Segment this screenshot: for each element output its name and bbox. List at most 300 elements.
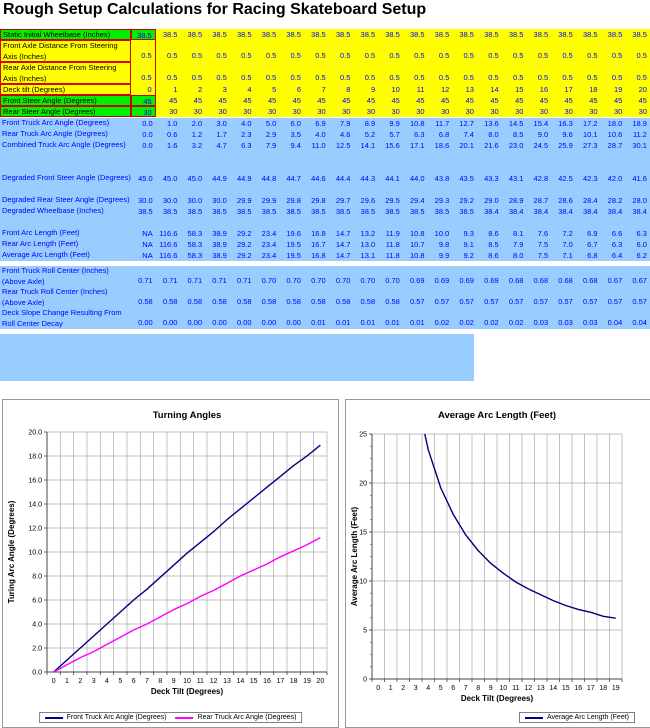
row-label-cell[interactable]: Front Truck Arc Angle (Degrees)	[2, 118, 110, 127]
value-cell[interactable]: 45	[342, 96, 351, 105]
value-cell[interactable]: 0.5	[463, 51, 474, 60]
value-cell[interactable]: 9.0	[537, 130, 549, 139]
value-cell[interactable]: 0.6	[166, 130, 178, 139]
value-cell[interactable]: 38.4	[632, 207, 647, 216]
value-cell[interactable]: 24.5	[533, 141, 549, 150]
value-cell[interactable]: 0	[131, 84, 156, 95]
value-cell[interactable]: 0.0	[142, 141, 153, 150]
value-cell[interactable]: 30	[416, 107, 425, 116]
value-cell[interactable]: 42.0	[607, 174, 623, 183]
value-cell[interactable]: 45.0	[138, 174, 153, 183]
empty-highlighted-cells[interactable]	[0, 334, 474, 381]
value-cell[interactable]: 8.9	[364, 119, 376, 128]
value-cell[interactable]: 2	[197, 85, 203, 94]
value-cell[interactable]: 0.58	[138, 297, 153, 306]
value-cell[interactable]: 30.0	[212, 196, 227, 205]
value-cell[interactable]: 0.5	[587, 51, 598, 60]
value-cell[interactable]: 10.6	[607, 130, 623, 139]
value-cell[interactable]: 29.7	[335, 196, 351, 205]
value-cell[interactable]: 11.2	[632, 130, 647, 139]
value-cell[interactable]: 1.0	[166, 119, 178, 128]
value-cell[interactable]: 0.00	[261, 318, 277, 327]
value-cell[interactable]: 0.00	[187, 318, 203, 327]
value-cell[interactable]: 14.7	[335, 251, 351, 260]
value-cell[interactable]: 0.5	[339, 51, 351, 60]
value-cell[interactable]: 0.02	[434, 318, 450, 327]
value-cell[interactable]: 6.6	[611, 229, 623, 238]
value-cell[interactable]: 0.5	[414, 51, 425, 60]
value-cell[interactable]: 11	[416, 85, 425, 94]
value-cell[interactable]: 38.5	[138, 207, 153, 216]
value-cell[interactable]: 30	[131, 106, 156, 117]
value-cell[interactable]: 116.6	[159, 251, 178, 260]
value-cell[interactable]: 0.58	[311, 297, 326, 306]
value-cell[interactable]: 23.4	[261, 251, 277, 260]
value-cell[interactable]: 38.5	[212, 30, 227, 39]
value-cell[interactable]: 0.57	[582, 297, 598, 306]
value-cell[interactable]: 43.1	[508, 174, 524, 183]
value-cell[interactable]: 0.71	[236, 276, 252, 285]
value-cell[interactable]: 0.68	[582, 276, 598, 285]
value-cell[interactable]: 0.70	[261, 276, 277, 285]
value-cell[interactable]: 0.67	[632, 276, 647, 285]
value-cell[interactable]: 30	[515, 107, 524, 116]
value-cell[interactable]: 30	[193, 107, 203, 116]
value-cell[interactable]: 38.5	[187, 207, 203, 216]
value-cell[interactable]: 44.4	[335, 174, 351, 183]
value-cell[interactable]: 2.9	[265, 130, 277, 139]
value-cell[interactable]: 7.9	[339, 119, 351, 128]
value-cell[interactable]: 30	[292, 107, 301, 116]
value-cell[interactable]: 14	[490, 85, 499, 94]
value-cell[interactable]: 30	[490, 107, 499, 116]
value-cell[interactable]: 42.8	[533, 174, 549, 183]
value-cell[interactable]: 30	[564, 107, 573, 116]
value-cell[interactable]: 38.5	[131, 29, 156, 40]
value-cell[interactable]: 30	[218, 107, 227, 116]
value-cell[interactable]: 45	[564, 96, 573, 105]
value-cell[interactable]: 28.4	[582, 196, 598, 205]
row-label-cell[interactable]: Deck tilt (Degrees)	[0, 84, 131, 95]
value-cell[interactable]: 0.5	[512, 51, 524, 60]
value-cell[interactable]: 29.5	[385, 196, 400, 205]
value-cell[interactable]: 0.57	[508, 297, 524, 306]
value-cell[interactable]: 45	[638, 96, 647, 105]
value-cell[interactable]: 30.0	[162, 196, 178, 205]
value-cell[interactable]: 0.5	[265, 73, 277, 82]
value-cell[interactable]: 0.57	[459, 297, 474, 306]
value-cell[interactable]: 0.5	[389, 73, 400, 82]
value-cell[interactable]: 0.02	[484, 318, 499, 327]
value-cell[interactable]: 10.0	[434, 229, 450, 238]
value-cell[interactable]: 0.68	[508, 276, 524, 285]
value-cell[interactable]: 38.5	[261, 207, 277, 216]
value-cell[interactable]: 8.6	[488, 229, 499, 238]
value-cell[interactable]: 13.0	[360, 240, 376, 249]
value-cell[interactable]: 29.3	[434, 196, 450, 205]
value-cell[interactable]: 38.5	[409, 207, 425, 216]
value-cell[interactable]: 38.5	[335, 207, 351, 216]
value-cell[interactable]: 45	[169, 96, 178, 105]
value-cell[interactable]: 38.5	[286, 207, 301, 216]
value-cell[interactable]: 44.0	[409, 174, 425, 183]
value-cell[interactable]: 13.6	[484, 119, 499, 128]
value-cell[interactable]: 9.9	[438, 251, 450, 260]
value-cell[interactable]: 38.4	[508, 207, 524, 216]
value-cell[interactable]: 45	[366, 96, 376, 105]
value-cell[interactable]: 10.8	[409, 251, 425, 260]
value-cell[interactable]: 0.57	[558, 297, 573, 306]
value-cell[interactable]: 6.2	[636, 251, 647, 260]
value-cell[interactable]: 23.0	[508, 141, 524, 150]
value-cell[interactable]: 44.1	[385, 174, 400, 183]
value-cell[interactable]: 0.01	[335, 318, 351, 327]
value-cell[interactable]: 0.5	[290, 51, 301, 60]
value-cell[interactable]: 0.69	[409, 276, 425, 285]
value-cell[interactable]: 30	[366, 107, 376, 116]
value-cell[interactable]: 38.5	[459, 207, 474, 216]
value-cell[interactable]: 1.2	[191, 130, 203, 139]
value-cell[interactable]: 7	[321, 85, 326, 94]
value-cell[interactable]: 38.5	[311, 30, 326, 39]
value-cell[interactable]: 28.9	[508, 196, 524, 205]
average-arc-length-chart[interactable]	[345, 399, 650, 728]
value-cell[interactable]: 0.58	[187, 297, 203, 306]
value-cell[interactable]: 3.2	[191, 141, 203, 150]
value-cell[interactable]: 0.5	[339, 73, 351, 82]
value-cell[interactable]: 8.6	[488, 251, 499, 260]
value-cell[interactable]: 38.5	[409, 30, 425, 39]
value-cell[interactable]: 0.70	[360, 276, 376, 285]
value-cell[interactable]: 38.5	[385, 207, 400, 216]
value-cell[interactable]: 5.2	[364, 130, 376, 139]
value-cell[interactable]: 45.0	[162, 174, 178, 183]
value-cell[interactable]: 30	[342, 107, 351, 116]
value-cell[interactable]: 43.8	[434, 174, 450, 183]
value-cell[interactable]: 21.6	[484, 141, 499, 150]
value-cell[interactable]: 2.3	[241, 130, 252, 139]
value-cell[interactable]: 12.7	[459, 119, 474, 128]
value-cell[interactable]: 4.0	[241, 119, 252, 128]
value-cell[interactable]: 58.3	[187, 240, 203, 249]
value-cell[interactable]: 0.03	[558, 318, 573, 327]
value-cell[interactable]: 17.1	[409, 141, 425, 150]
value-cell[interactable]: 38.4	[607, 207, 623, 216]
value-cell[interactable]: 38.5	[459, 30, 474, 39]
value-cell[interactable]: 0.69	[434, 276, 450, 285]
value-cell[interactable]: 5	[272, 85, 277, 94]
value-cell[interactable]: 0.00	[212, 318, 227, 327]
value-cell[interactable]: 0.5	[414, 73, 425, 82]
value-cell[interactable]: 0.5	[537, 51, 549, 60]
row-label-cell[interactable]: Front Steer Angle (Degrees)	[0, 95, 131, 106]
value-cell[interactable]: 0.71	[187, 276, 203, 285]
value-cell[interactable]: 43.3	[484, 174, 499, 183]
value-cell[interactable]: 116.6	[159, 229, 178, 238]
value-cell[interactable]: 0.58	[286, 297, 301, 306]
value-cell[interactable]: 0.68	[558, 276, 573, 285]
value-cell[interactable]: 0.5	[463, 73, 474, 82]
value-cell[interactable]: 18.0	[607, 119, 623, 128]
value-cell[interactable]: 10	[391, 85, 400, 94]
value-cell[interactable]: 29.8	[311, 196, 326, 205]
value-cell[interactable]: 44.3	[360, 174, 376, 183]
value-cell[interactable]: 45	[218, 96, 227, 105]
value-cell[interactable]: 0.5	[241, 73, 252, 82]
value-cell[interactable]: 30.1	[632, 141, 647, 150]
value-cell[interactable]: 0.5	[364, 51, 376, 60]
value-cell[interactable]: 0.58	[360, 297, 376, 306]
value-cell[interactable]: 0.03	[533, 318, 549, 327]
value-cell[interactable]: 29.2	[236, 229, 252, 238]
value-cell[interactable]: 0.5	[488, 73, 499, 82]
value-cell[interactable]: 6	[296, 85, 301, 94]
row-label-cell[interactable]: Rear Steer Angle (Degrees)	[0, 106, 131, 117]
value-cell[interactable]: 30	[539, 107, 549, 116]
value-cell[interactable]: 38.5	[236, 30, 252, 39]
value-cell[interactable]: 0.01	[385, 318, 400, 327]
value-cell[interactable]: 0.69	[484, 276, 499, 285]
value-cell[interactable]: 0.67	[607, 276, 623, 285]
value-cell[interactable]: 41.6	[632, 174, 647, 183]
value-cell[interactable]: 0.5	[562, 51, 573, 60]
value-cell[interactable]: 30	[243, 107, 252, 116]
value-cell[interactable]: 19.5	[286, 251, 301, 260]
value-cell[interactable]: 6.9	[315, 119, 326, 128]
value-cell[interactable]: 4.6	[339, 130, 351, 139]
value-cell[interactable]: 38.5	[360, 207, 376, 216]
value-cell[interactable]: 0.5	[315, 73, 326, 82]
value-cell[interactable]: 11.8	[385, 240, 400, 249]
value-cell[interactable]: 0.58	[236, 297, 252, 306]
value-cell[interactable]: 44.9	[212, 174, 227, 183]
value-cell[interactable]: 6.7	[587, 240, 598, 249]
value-cell[interactable]: 0.5	[537, 73, 549, 82]
row-label-cell[interactable]: Rear Arc Length (Feet)	[2, 239, 79, 248]
row-label-cell[interactable]: Front Truck Roll Center (Inches) (Above Axle)	[2, 266, 109, 286]
value-cell[interactable]: 0.5	[166, 51, 178, 60]
value-cell[interactable]: 58.3	[187, 229, 203, 238]
value-cell[interactable]: 0.02	[459, 318, 474, 327]
value-cell[interactable]: 2.0	[191, 119, 203, 128]
value-cell[interactable]: 0.57	[409, 297, 425, 306]
value-cell[interactable]: 28.7	[533, 196, 549, 205]
value-cell[interactable]: 0.03	[582, 318, 598, 327]
value-cell[interactable]: 6.0	[290, 119, 301, 128]
value-cell[interactable]: 45	[193, 96, 203, 105]
value-cell[interactable]: 10.8	[409, 229, 425, 238]
value-cell[interactable]: 0.01	[311, 318, 326, 327]
value-cell[interactable]: 0.5	[131, 62, 156, 84]
value-cell[interactable]: 0.70	[335, 276, 351, 285]
value-cell[interactable]: 29.4	[409, 196, 425, 205]
value-cell[interactable]: 0.5	[438, 51, 450, 60]
value-cell[interactable]: 38.4	[484, 207, 499, 216]
value-cell[interactable]: 0.5	[611, 51, 623, 60]
value-cell[interactable]: 16.7	[311, 240, 326, 249]
value-cell[interactable]: 0.5	[216, 73, 227, 82]
value-cell[interactable]: 0.69	[459, 276, 474, 285]
value-cell[interactable]: 38.5	[632, 30, 647, 39]
value-cell[interactable]: 38.5	[533, 30, 549, 39]
row-label-cell[interactable]: Deck Slope Change Resulting From Roll Center Decay	[2, 308, 122, 328]
value-cell[interactable]: 8.5	[488, 240, 499, 249]
value-cell[interactable]: 38.5	[311, 207, 326, 216]
value-cell[interactable]: 44.8	[261, 174, 277, 183]
value-cell[interactable]: 7.6	[537, 229, 549, 238]
value-cell[interactable]: 11.8	[385, 251, 400, 260]
value-cell[interactable]: 7.2	[562, 229, 573, 238]
value-cell[interactable]: 0.00	[236, 318, 252, 327]
value-cell[interactable]: 45	[131, 95, 156, 106]
value-cell[interactable]: 29.9	[261, 196, 277, 205]
value-cell[interactable]: 16	[539, 85, 549, 94]
value-cell[interactable]: 38.5	[162, 30, 178, 39]
value-cell[interactable]: 0.58	[261, 297, 277, 306]
value-cell[interactable]: 38.5	[484, 30, 499, 39]
value-cell[interactable]: 6.9	[587, 229, 598, 238]
value-cell[interactable]: 19	[613, 85, 623, 94]
value-cell[interactable]: 0.5	[438, 73, 450, 82]
value-cell[interactable]: 28.7	[607, 141, 623, 150]
value-cell[interactable]: 30	[317, 107, 326, 116]
value-cell[interactable]: 45	[317, 96, 326, 105]
value-cell[interactable]: 8.0	[512, 251, 524, 260]
value-cell[interactable]: 30.0	[187, 196, 203, 205]
value-cell[interactable]: 4.0	[315, 130, 326, 139]
value-cell[interactable]: 38.5	[582, 30, 598, 39]
value-cell[interactable]: 1	[173, 85, 178, 94]
value-cell[interactable]: 0.5	[315, 51, 326, 60]
value-cell[interactable]: 38.9	[212, 251, 227, 260]
value-cell[interactable]: 29.6	[360, 196, 376, 205]
value-cell[interactable]: 0.5	[611, 73, 623, 82]
value-cell[interactable]: NA	[142, 229, 153, 238]
value-cell[interactable]: 45	[515, 96, 524, 105]
row-label-cell[interactable]: Rear Truck Roll Center (Inches) (Above Axle)	[2, 287, 108, 307]
value-cell[interactable]: 14.1	[360, 141, 376, 150]
value-cell[interactable]: 30	[638, 107, 647, 116]
value-cell[interactable]: 9.3	[463, 229, 474, 238]
value-cell[interactable]: NA	[142, 251, 153, 260]
value-cell[interactable]: 11.9	[385, 229, 400, 238]
value-cell[interactable]: 23.4	[261, 240, 277, 249]
row-label-cell[interactable]: Rear Axle Distance From Steering Axis (Inches)	[0, 62, 131, 84]
value-cell[interactable]: 28.2	[607, 196, 623, 205]
value-cell[interactable]: 42.5	[558, 174, 573, 183]
value-cell[interactable]: 3.5	[290, 130, 301, 139]
value-cell[interactable]: 44.9	[236, 174, 252, 183]
value-cell[interactable]: 0.00	[138, 318, 153, 327]
value-cell[interactable]: 30	[613, 107, 623, 116]
value-cell[interactable]: 12.5	[335, 141, 351, 150]
value-cell[interactable]: 9.4	[290, 141, 301, 150]
value-cell[interactable]: 6.3	[611, 240, 623, 249]
value-cell[interactable]: 7.5	[537, 251, 549, 260]
value-cell[interactable]: 45	[465, 96, 474, 105]
row-label-cell[interactable]: Front Axle Distance From Steering Axis (Inches)	[0, 40, 131, 62]
value-cell[interactable]: 0.5	[562, 73, 573, 82]
value-cell[interactable]: 45	[391, 96, 400, 105]
value-cell[interactable]: 1.6	[166, 141, 178, 150]
value-cell[interactable]: 9.6	[562, 130, 573, 139]
row-label-cell[interactable]: Combined Truck Arc Angle (Degrees)	[2, 140, 126, 149]
value-cell[interactable]: 7.1	[562, 251, 573, 260]
value-cell[interactable]: 38.5	[434, 30, 450, 39]
value-cell[interactable]: 0.5	[241, 51, 252, 60]
value-cell[interactable]: 18.6	[434, 141, 450, 150]
value-cell[interactable]: 27.3	[582, 141, 598, 150]
value-cell[interactable]: 44.6	[311, 174, 326, 183]
value-cell[interactable]: 38.4	[582, 207, 598, 216]
turning-angles-chart[interactable]	[2, 399, 339, 728]
value-cell[interactable]: 43.5	[459, 174, 474, 183]
value-cell[interactable]: 0.04	[632, 318, 647, 327]
value-cell[interactable]: 38.5	[187, 30, 203, 39]
value-cell[interactable]: 14.7	[335, 229, 351, 238]
value-cell[interactable]: 20	[638, 85, 647, 94]
value-cell[interactable]: 45	[440, 96, 450, 105]
value-cell[interactable]: 0.58	[385, 297, 400, 306]
value-cell[interactable]: 10.7	[409, 240, 425, 249]
value-cell[interactable]: 38.5	[236, 207, 252, 216]
value-cell[interactable]: 30	[169, 107, 178, 116]
value-cell[interactable]: 9.1	[463, 240, 474, 249]
value-cell[interactable]: 1.7	[216, 130, 227, 139]
value-cell[interactable]: 58.3	[187, 251, 203, 260]
value-cell[interactable]: 7.5	[537, 240, 549, 249]
value-cell[interactable]: 45	[267, 96, 277, 105]
value-cell[interactable]: 0.5	[191, 51, 203, 60]
value-cell[interactable]: 17	[564, 85, 573, 94]
value-cell[interactable]: 0.70	[311, 276, 326, 285]
value-cell[interactable]: 0.01	[360, 318, 376, 327]
value-cell[interactable]: 15.6	[385, 141, 400, 150]
value-cell[interactable]: 16.3	[558, 119, 573, 128]
value-cell[interactable]: 0.5	[166, 73, 178, 82]
value-cell[interactable]: 18	[589, 85, 598, 94]
value-cell[interactable]: 17.2	[582, 119, 598, 128]
value-cell[interactable]: 44.7	[286, 174, 301, 183]
value-cell[interactable]: 0.57	[434, 297, 450, 306]
value-cell[interactable]: 0.5	[587, 73, 598, 82]
row-label-cell[interactable]: Static Initial Wheelbase (Inches)	[0, 29, 131, 40]
value-cell[interactable]: 45	[613, 96, 623, 105]
value-cell[interactable]: 14.7	[335, 240, 351, 249]
value-cell[interactable]: 8.1	[512, 229, 524, 238]
value-cell[interactable]: 4	[247, 85, 252, 94]
value-cell[interactable]: 29.0	[484, 196, 499, 205]
value-cell[interactable]: 12	[440, 85, 450, 94]
value-cell[interactable]: 29.9	[236, 196, 252, 205]
value-cell[interactable]: 9.2	[463, 251, 474, 260]
value-cell[interactable]: 16.8	[311, 229, 326, 238]
value-cell[interactable]: 0.00	[286, 318, 301, 327]
value-cell[interactable]: 29.2	[236, 240, 252, 249]
value-cell[interactable]: 45	[292, 96, 301, 105]
row-label-cell[interactable]: Front Arc Length (Feet)	[2, 228, 80, 237]
value-cell[interactable]: 8.5	[512, 130, 524, 139]
value-cell[interactable]: 4.7	[216, 141, 227, 150]
value-cell[interactable]: 19.5	[286, 240, 301, 249]
value-cell[interactable]: 7.9	[265, 141, 277, 150]
value-cell[interactable]: 29.2	[236, 251, 252, 260]
value-cell[interactable]: 0.5	[389, 51, 400, 60]
value-cell[interactable]: 116.6	[159, 240, 178, 249]
value-cell[interactable]: 29.8	[286, 196, 301, 205]
value-cell[interactable]: 0.57	[484, 297, 499, 306]
value-cell[interactable]: 8.0	[488, 130, 499, 139]
